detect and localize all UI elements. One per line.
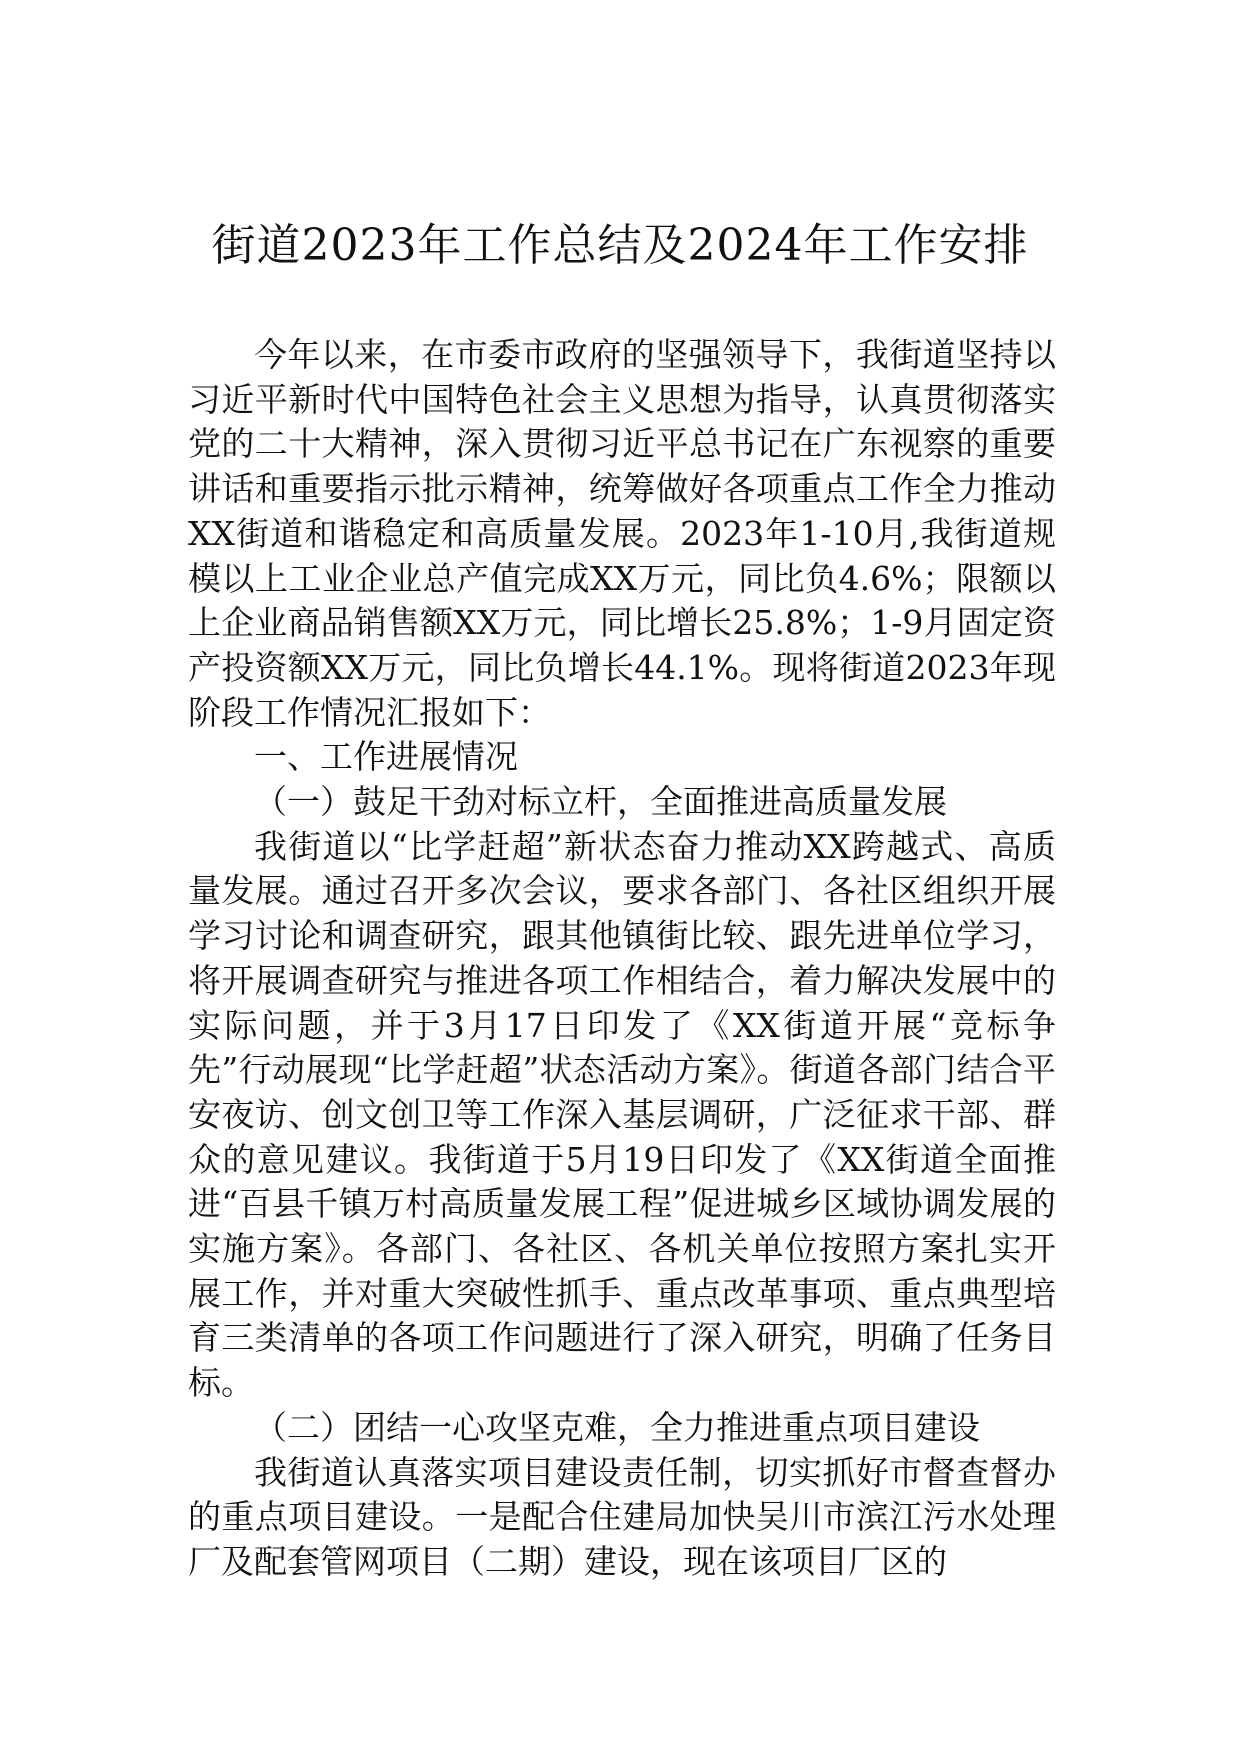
- document-body: [188, 333, 1056, 1585]
- paragraph-section-1: 我街道以“比学赶超”新状态奋力推动XX跨越式、高质量发展。通过召开多次会议，要求各部门、各社区组织开展学习讨论和调查研究，跟其他镇街比较、跟先进单位学习，将开展调查研究与推进各项工作相结合，着力解决发展中的实际问题，并于3月17日印发了《XX街道开展“竞标争先”行动展现“比学赶超”状态活动方案》。街道各部门结合平安夜访、创文创卫等工作深入基层调研，广泛征求干部、群众的意见建议。我街道于5月19日印发了《XX街道全面推进“百县千镇万村高质量发展工程”促进城乡区域协调发展的实施方案》。各部门、各社区、各机关单位按照方案扎实开展工作，并对重大突破性抓手、重点改革事项、重点典型培育三类清单的各项工作问题进行了深入研究，明确了任务目标。: [188, 826, 1056, 1403]
- section-heading-1: 一、工作进展情况: [254, 737, 518, 777]
- subsection-heading-2: （二）团结一心攻坚克难，全力推进重点项目建设: [254, 1407, 980, 1447]
- paragraph-intro: 今年以来，在市委市政府的坚强领导下，我街道坚持以习近平新时代中国特色社会主义思想为指导，认真贯彻落实党的二十大精神，深入贯彻习近平总书记在广东视察的重要讲话和重要指示批示精神，统筹做好各项重点工作全力推动XX街道和谐稳定和高质量发展。2023年1-10月,我街道规模以上工业企业总产值完成XX万元，同比负4.6%；限额以上企业商品销售额XX万元，同比增长25.8%；1-9月固定资产投资额XX万元，同比负增长44.1%。现将街道2023年现阶段工作情况汇报如下：: [188, 335, 1056, 732]
- paragraph-section-2: 我街道认真落实项目建设责任制，切实抓好市督查督办的重点项目建设。一是配合住建局加快吴川市滨江污水处理厂及配套管网项目（二期）建设，现在该项目厂区的: [188, 1452, 1056, 1581]
- subsection-heading-1: （一）鼓足干劲对标立杆，全面推进高质量发展: [254, 782, 947, 822]
- document-title: 街道2023年工作总结及2024年工作安排: [211, 220, 1029, 271]
